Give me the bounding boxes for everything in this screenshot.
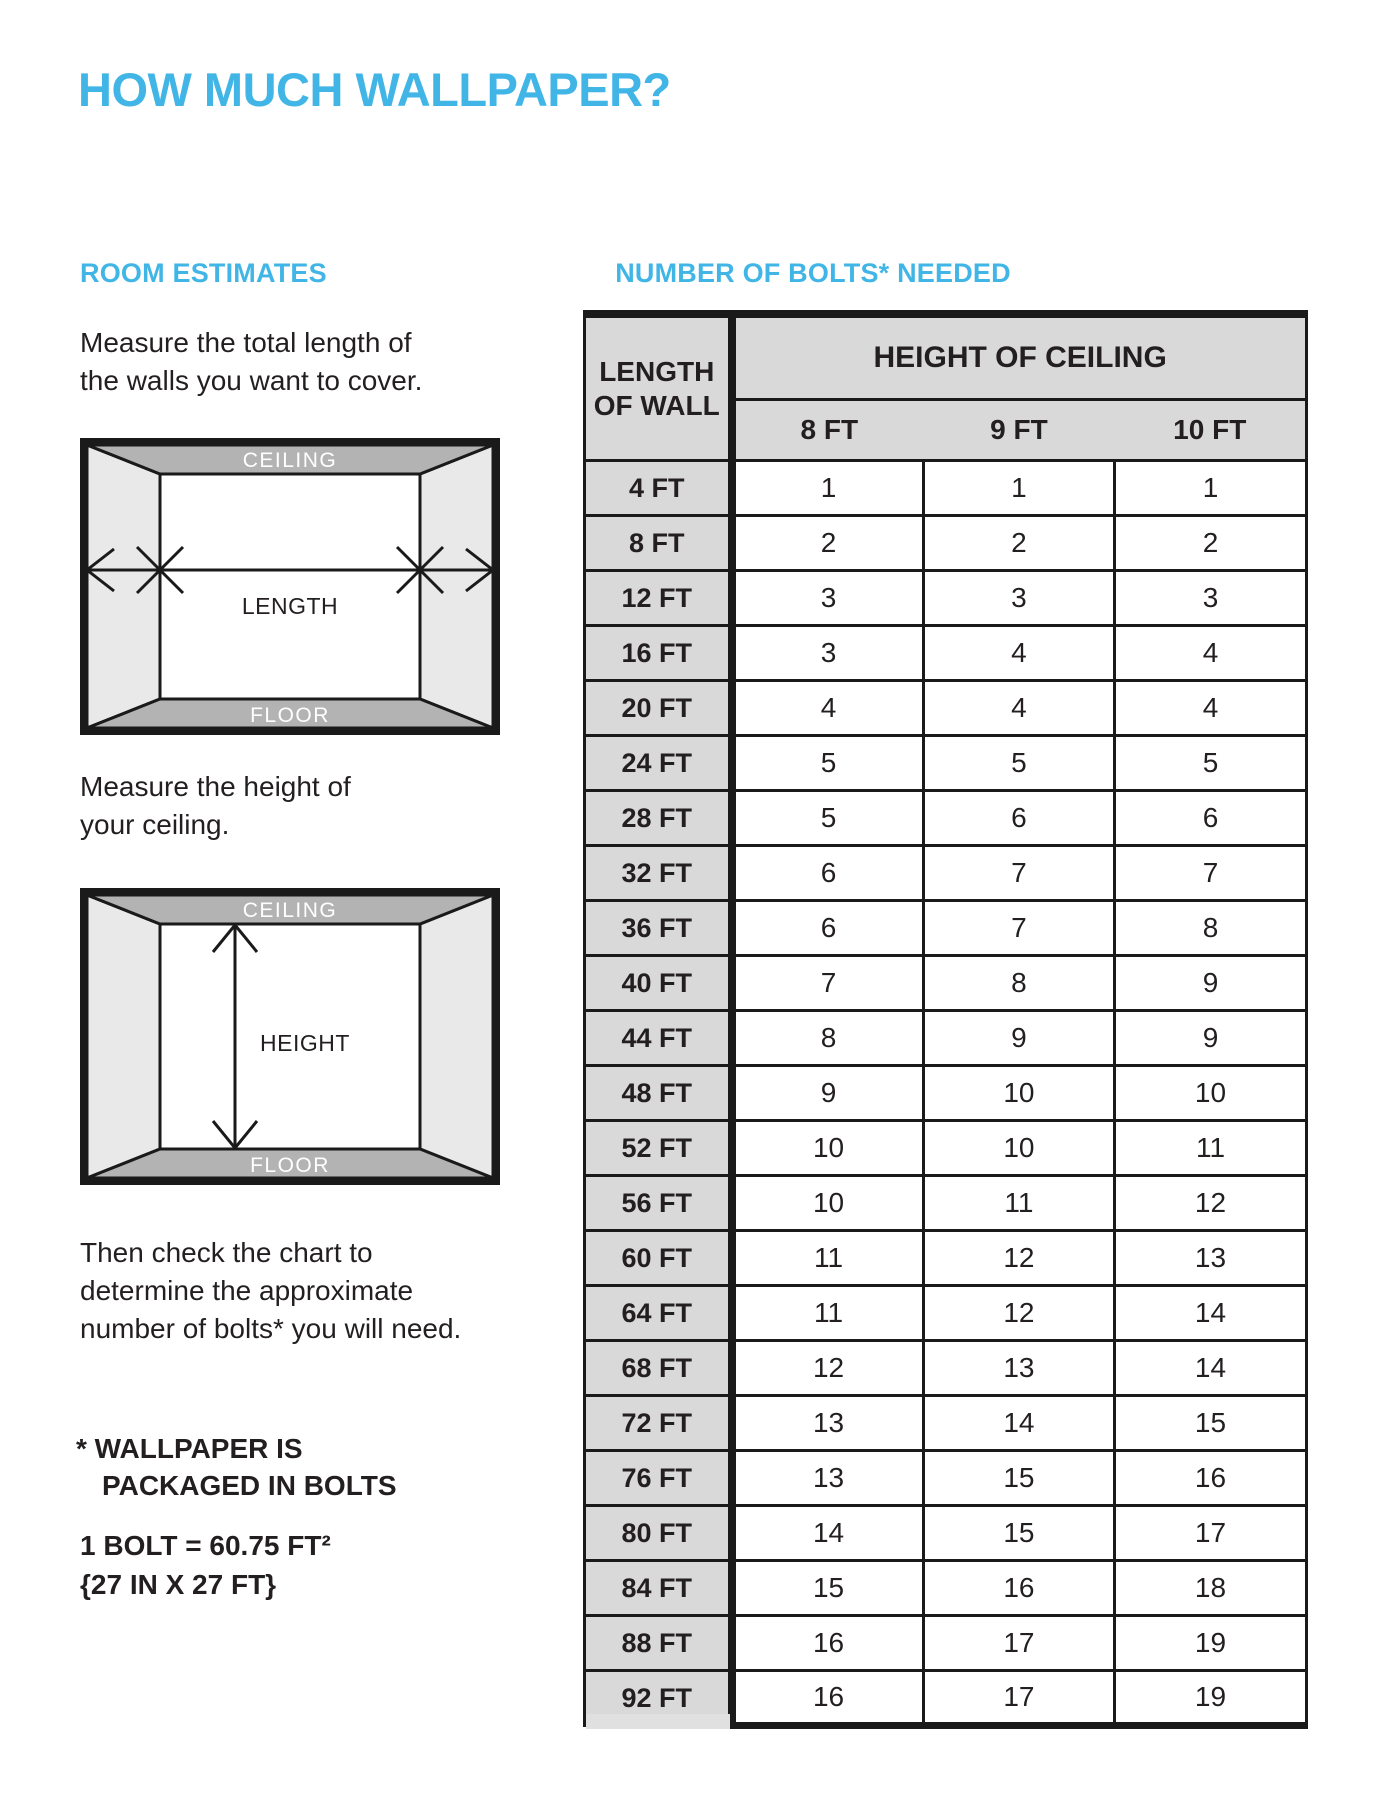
bolt-count-cell: 13 [1115,1231,1307,1286]
bolt-count-cell: 3 [732,626,924,681]
bolt-count-cell: 1 [732,461,924,516]
bolt-count-cell: 13 [923,1341,1115,1396]
instruction-line: the walls you want to cover. [80,365,423,396]
bolt-count-cell: 4 [923,626,1115,681]
wall-length-cell: 40 FT [585,956,732,1011]
wall-length-cell: 64 FT [585,1286,732,1341]
wall-length-cell: 88 FT [585,1616,732,1671]
left-wall-shape [87,445,160,728]
wall-length-cell: 24 FT [585,736,732,791]
bolt-count-cell: 6 [923,791,1115,846]
table-row [585,461,1307,516]
bolt-count-cell: 1 [1115,461,1307,516]
table-row [585,1341,1307,1396]
table-row [585,1011,1307,1066]
floor-label: FLOOR [250,704,330,727]
room-length-diagram [80,438,500,740]
wall-length-cell: 60 FT [585,1231,732,1286]
bolt-count-cell: 13 [732,1451,924,1506]
table-row [585,846,1307,901]
bolt-count-cell: 4 [923,681,1115,736]
bolt-count-cell: 6 [732,901,924,956]
bolt-count-cell: 5 [923,736,1115,791]
bolt-count-cell: 17 [923,1616,1115,1671]
table-footer-gray-strip [586,1714,730,1729]
bolt-count-cell: 7 [923,846,1115,901]
bolt-count-cell: 19 [1115,1671,1307,1726]
table-row [585,1121,1307,1176]
bolt-dimensions: {27 IN X 27 FT} [80,1569,277,1600]
instruction-step-2 [80,768,351,844]
bolt-count-cell: 16 [923,1561,1115,1616]
table-row [585,791,1307,846]
ceiling-8ft-header: 8 FT [732,400,924,461]
wall-length-cell: 12 FT [585,571,732,626]
bolt-count-cell: 15 [732,1561,924,1616]
wall-length-cell: 76 FT [585,1451,732,1506]
bolt-count-cell: 15 [923,1451,1115,1506]
bolt-count-cell: 1 [923,461,1115,516]
bolt-count-cell: 19 [1115,1616,1307,1671]
instruction-line: Then check the chart to [80,1237,373,1268]
header-line: OF WALL [593,389,720,421]
bolt-count-cell: 12 [1115,1176,1307,1231]
table-row [585,516,1307,571]
bolt-count-cell: 17 [923,1671,1115,1726]
bolt-count-cell: 10 [923,1121,1115,1176]
bolt-count-cell: 16 [732,1671,924,1726]
bolt-definition-note [80,1526,331,1604]
bolt-count-cell: 12 [923,1286,1115,1341]
wall-length-cell: 52 FT [585,1121,732,1176]
back-wall-shape [160,474,420,699]
right-wall-shape [420,895,493,1178]
instruction-line: number of bolts* you will need. [80,1313,462,1344]
bolt-count-cell: 9 [732,1066,924,1121]
bolt-count-cell: 10 [732,1121,924,1176]
wall-length-cell: 56 FT [585,1176,732,1231]
bolt-count-cell: 9 [1115,956,1307,1011]
bolt-count-cell: 5 [1115,736,1307,791]
table-row [585,736,1307,791]
wall-length-cell: 32 FT [585,846,732,901]
wall-length-cell: 48 FT [585,1066,732,1121]
bolt-table-body [585,461,1307,1726]
table-row [585,1286,1307,1341]
bolt-count-cell: 5 [732,736,924,791]
left-wall-shape [87,895,160,1178]
footnote-line: * WALLPAPER IS [76,1433,303,1464]
bolt-count-cell: 11 [732,1286,924,1341]
bolt-count-cell: 14 [1115,1341,1307,1396]
table-row [585,681,1307,736]
bolt-count-cell: 8 [923,956,1115,1011]
bolt-count-cell: 10 [732,1176,924,1231]
room-length-diagram-svg [80,438,500,735]
bolt-count-cell: 7 [1115,846,1307,901]
bolt-count-cell: 7 [732,956,924,1011]
page-title: HOW MUCH WALLPAPER? [78,63,671,116]
bolt-count-cell: 7 [923,901,1115,956]
ceiling-9ft-header: 9 FT [923,400,1115,461]
table-row [585,956,1307,1011]
room-height-diagram [80,888,500,1190]
bolt-count-cell: 10 [923,1066,1115,1121]
instruction-line: determine the approximate [80,1275,414,1306]
bolt-count-cell: 11 [1115,1121,1307,1176]
footnote-line: PACKAGED IN BOLTS [102,1470,397,1501]
room-height-diagram-svg [80,888,500,1185]
wall-length-cell: 68 FT [585,1341,732,1396]
bolt-count-cell: 8 [1115,901,1307,956]
ceiling-label: CEILING [242,449,338,472]
bolt-equation: 1 BOLT = 60.75 FT² [80,1530,331,1561]
bolt-count-cell: 3 [1115,571,1307,626]
instruction-line: Measure the total length of [80,327,412,358]
table-header-row [585,314,1307,400]
table-row [585,1506,1307,1561]
table-row [585,1396,1307,1451]
wall-length-cell: 72 FT [585,1396,732,1451]
bolt-count-cell: 4 [1115,626,1307,681]
table-row [585,626,1307,681]
height-of-ceiling-header: HEIGHT OF CEILING [732,314,1307,400]
wall-length-cell: 20 FT [585,681,732,736]
bolt-count-cell: 5 [732,791,924,846]
bolt-count-cell: 11 [923,1176,1115,1231]
bolt-count-cell: 15 [1115,1396,1307,1451]
wall-length-cell: 28 FT [585,791,732,846]
wall-length-cell: 16 FT [585,626,732,681]
bolt-count-cell: 4 [732,681,924,736]
table-row [585,1231,1307,1286]
bolt-count-cell: 4 [1115,681,1307,736]
table-row [585,1176,1307,1231]
bolt-count-cell: 2 [923,516,1115,571]
bolt-count-cell: 18 [1115,1561,1307,1616]
bolt-count-cell: 16 [732,1616,924,1671]
ceiling-label: CEILING [242,899,338,922]
bolt-count-cell: 12 [923,1231,1115,1286]
bolt-count-cell: 17 [1115,1506,1307,1561]
bolt-count-cell: 9 [923,1011,1115,1066]
room-estimates-heading: ROOM ESTIMATES [80,258,327,288]
instruction-step-1 [80,324,422,400]
header-line: LENGTH [599,355,715,387]
instruction-step-3 [80,1234,461,1348]
bolt-count-cell: 9 [1115,1011,1307,1066]
wall-length-cell: 36 FT [585,901,732,956]
wallpaper-bolts-footnote [76,1430,397,1504]
bolt-count-cell: 8 [732,1011,924,1066]
bolts-table-grid [583,310,1308,1729]
bolt-count-cell: 14 [923,1396,1115,1451]
height-label: HEIGHT [260,1030,350,1056]
bolts-needed-heading: NUMBER OF BOLTS* NEEDED [615,258,1011,288]
bolt-count-cell: 3 [732,571,924,626]
bolt-count-cell: 12 [732,1341,924,1396]
length-of-wall-header [585,314,732,461]
bolt-count-cell: 2 [1115,516,1307,571]
wall-length-cell: 84 FT [585,1561,732,1616]
wall-length-cell: 80 FT [585,1506,732,1561]
wall-length-cell: 4 FT [585,461,732,516]
table-row [585,1561,1307,1616]
bolt-count-cell: 6 [732,846,924,901]
bolt-count-cell: 14 [1115,1286,1307,1341]
bolt-count-cell: 11 [732,1231,924,1286]
bolt-count-cell: 16 [1115,1451,1307,1506]
wall-length-cell: 92 FT [585,1671,732,1726]
instruction-line: Measure the height of [80,771,351,802]
bolt-count-cell: 14 [732,1506,924,1561]
length-label: LENGTH [241,593,339,619]
bolts-table [583,310,1308,1729]
bolt-count-cell: 3 [923,571,1115,626]
instruction-line: your ceiling. [80,809,230,840]
table-row [585,571,1307,626]
table-row [585,1066,1307,1121]
table-row [585,901,1307,956]
bolt-count-cell: 6 [1115,791,1307,846]
wall-length-cell: 8 FT [585,516,732,571]
bolt-count-cell: 2 [732,516,924,571]
ceiling-10ft-header: 10 FT [1115,400,1307,461]
wall-length-cell: 44 FT [585,1011,732,1066]
floor-label: FLOOR [250,1154,330,1177]
right-wall-shape [420,445,493,728]
bolt-count-cell: 13 [732,1396,924,1451]
table-row [585,1451,1307,1506]
bolt-count-cell: 15 [923,1506,1115,1561]
table-row [585,1616,1307,1671]
bolt-count-cell: 10 [1115,1066,1307,1121]
